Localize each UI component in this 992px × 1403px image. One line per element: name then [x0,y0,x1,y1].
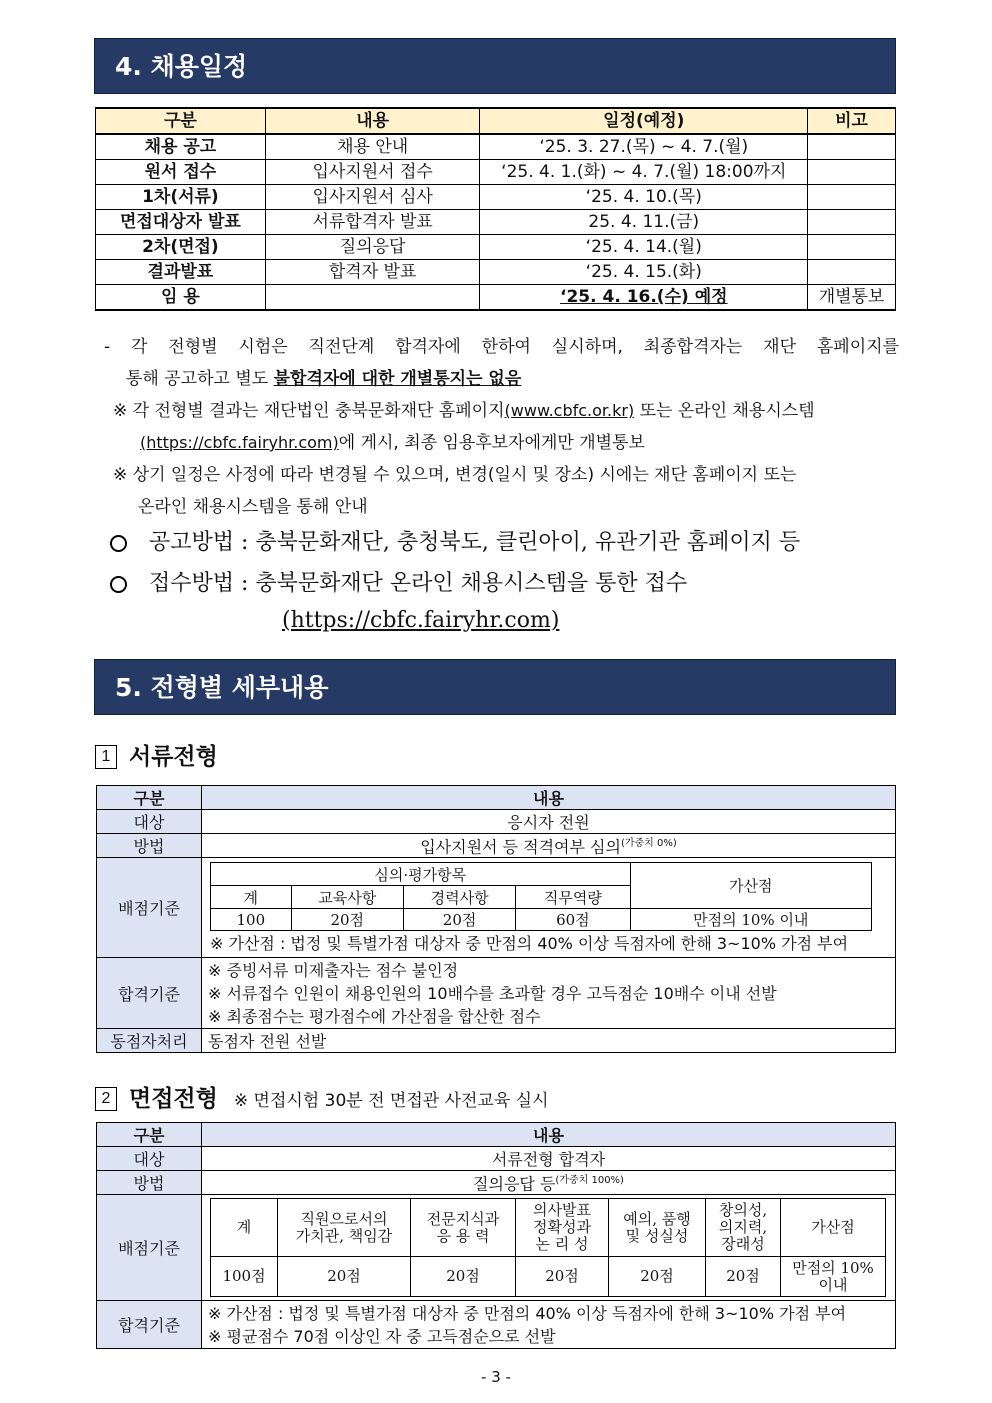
row-category: 채용 공고 [96,134,266,160]
row-content: 서류합격자 발표 [265,210,480,235]
row-note [808,260,896,285]
row-date: ‘25. 4. 10.(목) [480,185,808,210]
row-date: ‘25. 3. 27.(목) ~ 4. 7.(월) [480,134,808,160]
doc-score-bonus-header: 가산점 [630,863,871,909]
doc-score-table [210,862,872,931]
doc-tie-value: 동점자 전원 선발 [202,1029,896,1053]
int-method-value [202,1171,896,1195]
int-score-item: 계 [211,1199,278,1257]
doc-header-content: 내용 [202,786,896,810]
note-3-line-2: 온라인 채용시스템을 통해 안내 [138,497,368,517]
int-score-table [210,1198,886,1297]
int-header-content: 내용 [202,1123,896,1147]
table-row [96,134,896,160]
doc-tie-label: 동점자처리 [97,1029,202,1053]
doc-score-cell [202,858,896,958]
doc-bonus-note: ※ 가산점 : 법정 및 특별가점 대상자 중 만점의 40% 이상 득점자에 한해 3~10% 가점 부여 [210,934,849,954]
doc-method-weight: (가중치 0%) [620,838,677,849]
doc-score-item: 직무역량 [516,886,630,909]
page-number: - 3 - [481,1368,511,1386]
note-1-line-1: - 각 전형별 시험은 직전단계 합격자에 한하여 실시하며, 최종합격자는 재단 홈페이지를 [104,337,899,357]
interview-note: ※ 면접시험 30분 전 면접관 사전교육 실시 [233,1091,549,1111]
header-category: 구분 [96,108,266,134]
doc-screening-number: 1 [95,745,117,769]
note-1-line-2 [126,363,896,395]
row-category: 임 용 [96,285,266,311]
note-2-text-c: 에 게시, 최종 임용후보자에게만 개별통보 [338,433,645,453]
int-pass-item: ※ 평균점수 70점 이상인 자 중 고득점순으로 선발 [208,1327,556,1347]
doc-target-label: 대상 [97,810,202,834]
doc-screening-title: 서류전형 [129,743,218,770]
header-content: 내용 [265,108,480,134]
doc-screening-table [96,785,896,1053]
table-row [96,160,896,185]
schedule-header-row [96,108,896,134]
doc-pass-item: ※ 최종점수는 평가점수에 가산점을 합산한 점수 [208,1007,541,1027]
int-score-value: 100점 [211,1257,278,1297]
int-pass-label: 합격기준 [97,1301,202,1349]
row-content: 질의응답 [265,235,480,260]
int-score-value: 20점 [609,1257,706,1297]
doc-target-value: 응시자 전원 [202,810,896,834]
row-note [808,210,896,235]
row-note [808,134,896,160]
int-score-cell [202,1195,896,1301]
row-category: 결과발표 [96,260,266,285]
table-row [96,235,896,260]
doc-score-value: 20점 [403,909,515,931]
doc-score-bonus-value: 만점의 10% 이내 [630,909,871,931]
row-category: 면접대상자 발표 [96,210,266,235]
int-score-item: 의사발표 정확성과 논 리 성 [516,1199,609,1257]
doc-screening-heading [95,738,218,771]
int-score-item: 전문지식과 응 용 력 [411,1199,516,1257]
int-score-label: 배점기준 [97,1195,202,1301]
int-method-label: 방법 [97,1171,202,1195]
table-row [96,210,896,235]
row-content: 합격자 발표 [265,260,480,285]
circle-bullet-icon [110,576,127,593]
int-score-value: 20점 [706,1257,781,1297]
note-2-text-b: 또는 온라인 채용시스템 [639,401,815,421]
row-content [265,285,480,311]
doc-score-item: 계 [211,886,292,909]
homepage-link[interactable]: (www.cbfc.or.kr) [504,401,635,420]
circle-bullet-icon [110,535,127,552]
row-date: 25. 4. 11.(금) [480,210,808,235]
doc-score-value: 20점 [291,909,403,931]
row-content: 입사지원서 심사 [265,185,480,210]
section5-title: 5. 전형별 세부내용 [94,659,896,715]
doc-pass-item: ※ 서류접수 인원이 채용인원의 10배수를 초과할 경우 고득점순 10배수 이내 선발 [208,984,777,1004]
int-score-value: 20점 [516,1257,609,1297]
row-category: 1차(서류) [96,185,266,210]
row-category: 2차(면접) [96,235,266,260]
table-row [96,185,896,210]
row-date: ‘25. 4. 16.(수) 예정 [480,285,808,311]
receipt-method [110,566,687,597]
doc-header-category: 구분 [97,786,202,810]
row-category: 원서 접수 [96,160,266,185]
row-date: ‘25. 4. 15.(화) [480,260,808,285]
table-row [96,285,896,311]
announce-method [110,525,800,556]
row-note [808,185,896,210]
int-pass-cell [202,1301,896,1349]
header-note: 비고 [808,108,896,134]
int-target-label: 대상 [97,1147,202,1171]
row-content: 채용 안내 [265,134,480,160]
int-method-text: 질의응답 등 [473,1174,556,1194]
note-2-line-2 [140,427,896,459]
doc-method-value [202,834,896,858]
doc-method-label: 방법 [97,834,202,858]
recruit-system-link[interactable]: (https://cbfc.fairyhr.com) [140,433,339,452]
doc-method-text: 입사지원서 등 적격여부 심의 [420,837,621,857]
row-note: 개별통보 [808,285,896,311]
doc-score-value: 100 [211,909,292,931]
section4-title: 4. 채용일정 [94,38,896,94]
row-date: ‘25. 4. 14.(월) [480,235,808,260]
doc-score-value: 60점 [516,909,630,931]
interview-table [96,1122,896,1349]
int-score-value: 20점 [278,1257,411,1297]
note-3-line-1: ※ 상기 일정은 사정에 따라 변경될 수 있으며, 변경(일시 및 장소) 시에는 재단 홈페이지 또는 [113,465,797,485]
int-score-value: 만점의 10% 이내 [781,1257,886,1297]
int-header-category: 구분 [97,1123,202,1147]
note-1-emphasis: 불합격자에 대한 개별통지는 없음 [273,369,522,389]
interview-number: 2 [95,1087,117,1111]
int-score-item: 가산점 [781,1199,886,1257]
doc-score-group: 심의·평가항목 [211,863,631,886]
doc-score-item: 경력사항 [403,886,515,909]
int-score-item: 창의성, 의지력, 장래성 [706,1199,781,1257]
row-date: ‘25. 4. 1.(화) ~ 4. 7.(월) 18:00까지 [480,160,808,185]
doc-score-item: 교육사항 [291,886,403,909]
note-2-text: ※ 각 전형별 결과는 재단법인 충북문화재단 홈페이지 [113,401,505,421]
note-2-line-1 [113,395,897,427]
header-date: 일정(예정) [480,108,808,134]
table-row [96,260,896,285]
interview-heading [95,1080,549,1113]
int-score-value: 20점 [411,1257,516,1297]
int-target-value: 서류전형 합격자 [202,1147,896,1171]
interview-title: 면접전형 [129,1085,218,1112]
row-note [808,160,896,185]
int-pass-item: ※ 가산점 : 법정 및 특별가점 대상자 중 만점의 40% 이상 득점자에 한해 3~10% 가점 부여 [208,1304,847,1324]
receipt-url-link[interactable]: (https://cbfc.fairyhr.com) [282,608,560,633]
int-score-item: 직원으로서의 가치관, 책임감 [278,1199,411,1257]
row-content: 입사지원서 접수 [265,160,480,185]
note-1-text: 통해 공고하고 별도 [126,369,269,389]
row-note [808,235,896,260]
schedule-table [95,107,896,311]
doc-pass-cell [202,958,896,1029]
doc-pass-item: ※ 증빙서류 미제출자는 점수 불인정 [208,961,459,981]
int-score-item: 예의, 품행 및 성실성 [609,1199,706,1257]
receipt-method-text: 접수방법 : 충북문화재단 온라인 채용시스템을 통한 접수 [149,571,688,596]
doc-score-label: 배점기준 [97,858,202,958]
announce-method-text: 공고방법 : 충북문화재단, 충청북도, 클린아이, 유관기관 홈페이지 등 [149,530,801,555]
doc-pass-label: 합격기준 [97,958,202,1029]
int-method-weight: (가중치 100%) [555,1175,624,1186]
